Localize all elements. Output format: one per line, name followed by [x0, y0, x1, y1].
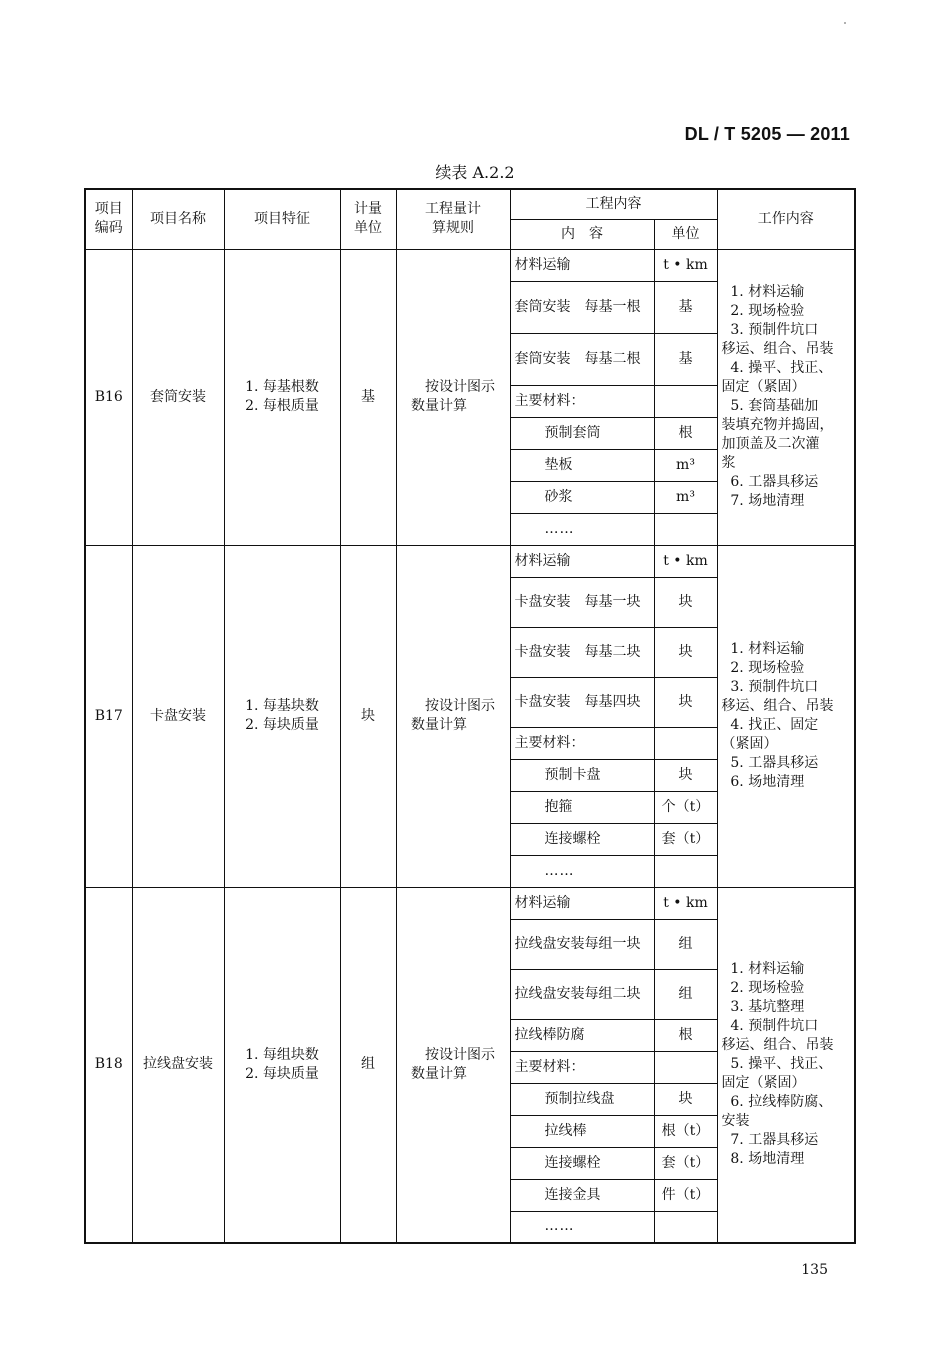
content-unit: 基 — [654, 281, 717, 333]
content-item: 连接金具 — [510, 1179, 654, 1211]
rule-text — [411, 378, 495, 416]
content-item: 套筒安装 每基一根 — [510, 281, 654, 333]
work-line: 3. 预制件坑口 — [721, 679, 819, 695]
feature-line: 1. 每组块数 — [245, 1046, 319, 1063]
work-line: 2. 现场检验 — [721, 660, 805, 676]
work-line: 移运、组合、吊装 — [721, 698, 834, 714]
content-unit: m³ — [654, 449, 717, 481]
content-unit: 块 — [654, 1083, 717, 1115]
item-name: 拉线盘安装 — [132, 887, 224, 1243]
col-rule: 工程量计算规则 — [396, 189, 510, 249]
content-unit — [654, 1211, 717, 1243]
work-content — [717, 249, 855, 545]
work-line: 5. 工器具移运 — [721, 755, 819, 771]
item-rule — [396, 545, 510, 887]
content-item: 拉线棒 — [510, 1115, 654, 1147]
table-row — [85, 249, 855, 281]
table-caption: 续表 A.2.2 — [435, 163, 515, 182]
feature-line: 2. 每根质量 — [245, 398, 319, 414]
rule-line: 数量计算 — [411, 398, 467, 414]
content-unit: 套（t） — [654, 1147, 717, 1179]
item-features — [224, 545, 340, 887]
content-item: 连接螺栓 — [510, 823, 654, 855]
feature-list — [245, 378, 319, 416]
item-code: B18 — [85, 887, 132, 1243]
content-unit: 块 — [654, 577, 717, 627]
feature-line: 2. 每块质量 — [245, 717, 319, 733]
standard-code: DL / T 5205 — 2011 — [684, 124, 850, 144]
work-content — [717, 887, 855, 1243]
content-unit — [654, 385, 717, 417]
content-unit: 件（t） — [654, 1179, 717, 1211]
content-unit: 根 — [654, 417, 717, 449]
content-item: 抱箍 — [510, 791, 654, 823]
item-features — [224, 887, 340, 1243]
item-name: 套筒安装 — [132, 249, 224, 545]
work-line: 6. 拉线棒防腐、 — [721, 1094, 833, 1111]
feature-line: 1. 每基块数 — [245, 698, 319, 714]
item-unit: 组 — [340, 887, 396, 1243]
content-item: 主要材料： — [510, 1051, 654, 1083]
item-unit: 基 — [340, 249, 396, 545]
feature-list — [245, 697, 319, 735]
content-unit: t • km — [654, 545, 717, 577]
content-unit: 组 — [654, 919, 717, 969]
content-unit: t • km — [654, 887, 717, 919]
work-line: 3. 预制件坑口 — [721, 322, 819, 338]
content-item: 卡盘安装 每基一块 — [510, 577, 654, 627]
work-line: 3. 基坑整理 — [721, 999, 805, 1016]
rule-line: 按设计图示 — [425, 379, 495, 395]
col-code: 项目编码 — [85, 189, 132, 249]
content-item: 材料运输 — [510, 545, 654, 577]
work-line: 浆 — [721, 455, 736, 471]
content-item: 卡盘安装 每基四块 — [510, 677, 654, 727]
rule-line: 数量计算 — [411, 717, 467, 733]
work-line: 8. 场地清理 — [721, 1151, 805, 1168]
col-work: 工作内容 — [717, 189, 855, 249]
item-name: 卡盘安装 — [132, 545, 224, 887]
work-line: 加顶盖及二次灌 — [721, 436, 820, 452]
col-content-unit: 单位 — [654, 219, 717, 249]
content-item: 卡盘安装 每基二块 — [510, 627, 654, 677]
content-unit: 块 — [654, 759, 717, 791]
table-body — [85, 249, 855, 1243]
content-item: 材料运输 — [510, 249, 654, 281]
scan-speck — [844, 22, 846, 24]
work-line: 安装 — [721, 1113, 750, 1130]
work-content — [717, 545, 855, 887]
content-unit: 块 — [654, 677, 717, 727]
work-line: 移运、组合、吊装 — [721, 1037, 834, 1054]
content-item: 预制拉线盘 — [510, 1083, 654, 1115]
table-row — [85, 887, 855, 919]
col-engineering: 工程内容 — [510, 189, 717, 219]
content-item: …… — [510, 855, 654, 887]
work-line: 7. 工器具移运 — [721, 1132, 819, 1149]
work-line: 装填充物并捣固， — [721, 417, 834, 433]
work-line: 1. 材料运输 — [721, 641, 805, 657]
content-item: …… — [510, 513, 654, 545]
item-code: B17 — [85, 545, 132, 887]
work-line: 2. 现场检验 — [721, 303, 805, 319]
work-line: 1. 材料运输 — [721, 961, 805, 978]
rule-text — [411, 697, 495, 735]
content-unit — [654, 727, 717, 759]
work-line: 2. 现场检验 — [721, 980, 805, 997]
content-item: 套筒安装 每基二根 — [510, 333, 654, 385]
col-content: 内 容 — [510, 219, 654, 249]
item-unit: 块 — [340, 545, 396, 887]
content-item: 拉线棒防腐 — [510, 1019, 654, 1051]
content-item: 材料运输 — [510, 887, 654, 919]
work-line: 固定（紧固） — [721, 1075, 806, 1092]
content-unit — [654, 855, 717, 887]
content-unit: 基 — [654, 333, 717, 385]
work-line: 6. 工器具移运 — [721, 474, 819, 490]
col-unit: 计量单位 — [340, 189, 396, 249]
work-line: 4. 操平、找正、 — [721, 360, 833, 376]
content-item: 砂浆 — [510, 481, 654, 513]
feature-line: 1. 每基根数 — [245, 379, 319, 395]
work-line: 5. 套筒基础加 — [721, 398, 819, 414]
content-unit — [654, 513, 717, 545]
item-rule — [396, 887, 510, 1243]
work-line: 6. 场地清理 — [721, 774, 805, 790]
work-line: 4. 预制件坑口 — [721, 1018, 819, 1035]
content-unit: 根（t） — [654, 1115, 717, 1147]
content-unit: t • km — [654, 249, 717, 281]
work-line: 4. 找正、固定 — [721, 717, 819, 733]
content-unit: m³ — [654, 481, 717, 513]
rule-line: 数量计算 — [411, 1065, 467, 1082]
rule-text — [411, 1046, 495, 1084]
spec-table — [84, 188, 856, 1244]
work-line: 5. 操平、找正、 — [721, 1056, 833, 1073]
content-item: …… — [510, 1211, 654, 1243]
content-unit: 组 — [654, 969, 717, 1019]
item-features — [224, 249, 340, 545]
page-number: 135 — [801, 1262, 828, 1278]
table-row — [85, 545, 855, 577]
work-line: 1. 材料运输 — [721, 284, 805, 300]
content-unit — [654, 1051, 717, 1083]
content-item: 垫板 — [510, 449, 654, 481]
rule-line: 按设计图示 — [425, 1046, 495, 1063]
content-item: 主要材料： — [510, 385, 654, 417]
item-code: B16 — [85, 249, 132, 545]
feature-list — [245, 1046, 319, 1084]
feature-line: 2. 每块质量 — [245, 1065, 319, 1082]
content-item: 拉线盘安装每组一块 — [510, 919, 654, 969]
content-item: 预制套筒 — [510, 417, 654, 449]
col-feature: 项目特征 — [224, 189, 340, 249]
content-item: 预制卡盘 — [510, 759, 654, 791]
content-unit: 套（t） — [654, 823, 717, 855]
work-line: （紧固） — [721, 736, 778, 752]
col-name: 项目名称 — [132, 189, 224, 249]
item-rule — [396, 249, 510, 545]
work-line: 移运、组合、吊装 — [721, 341, 834, 357]
content-unit: 根 — [654, 1019, 717, 1051]
content-item: 主要材料： — [510, 727, 654, 759]
work-line: 7. 场地清理 — [721, 493, 805, 509]
content-unit: 块 — [654, 627, 717, 677]
content-item: 拉线盘安装每组二块 — [510, 969, 654, 1019]
rule-line: 按设计图示 — [425, 698, 495, 714]
content-unit: 个（t） — [654, 791, 717, 823]
content-item: 连接螺栓 — [510, 1147, 654, 1179]
work-line: 固定（紧固） — [721, 379, 806, 395]
